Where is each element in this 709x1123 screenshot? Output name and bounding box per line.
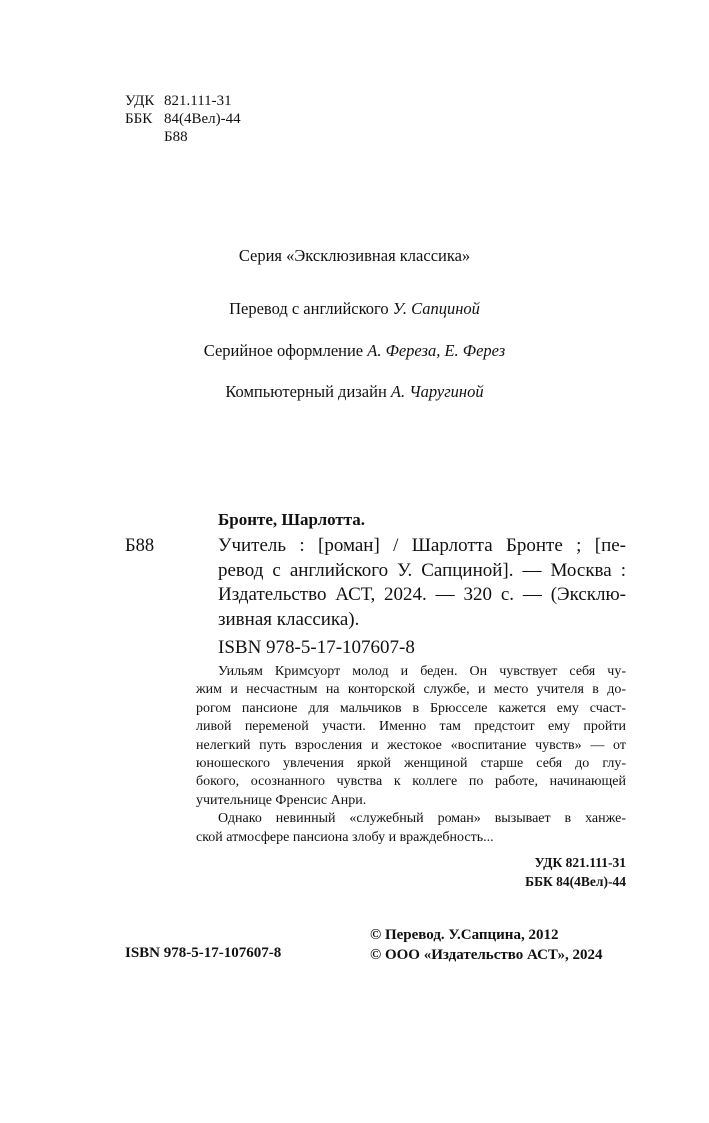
annotation-line: Уильям Кримсуорт молод и беден. Он чувствует себя чу- <box>218 664 626 679</box>
udk-row <box>125 92 241 110</box>
author-mark: Б88 <box>164 129 188 145</box>
footer-codes <box>480 853 626 891</box>
copyright-publisher: © ООО «Издательство АСТ», 2024 <box>370 946 603 963</box>
bbk-label: ББК <box>125 111 153 127</box>
description-line: Учитель : [роман] / Шарлотта Бронте ; [пе- <box>218 535 626 556</box>
bibliographic-description <box>218 534 626 632</box>
annotation-line: жим и несчастным на конторской службе, и место учителя в до- <box>196 682 626 698</box>
description-line: Издательство АСТ, 2024. — 320 с. — (Эксклю- <box>218 584 626 605</box>
designer-names: А. Фереза, Е. Ферез <box>367 341 506 360</box>
footer-udk: УДК 821.111-31 <box>534 855 626 870</box>
annotation-line: ской атмосфере пансиона злобу и враждебность... <box>196 829 494 845</box>
annotation-line: рогом пансионе для мальчиков в Брюсселе кажется ему счаст- <box>196 700 626 716</box>
series-line <box>0 246 709 266</box>
classification-codes <box>125 92 241 146</box>
udk-value: 821.111-31 <box>164 93 232 109</box>
annotation-line: нелегкий путь взросления и жестокое «воспитание чувств» — от <box>196 737 626 753</box>
translator-name: У. Сапциной <box>392 299 480 318</box>
design-line <box>0 341 709 361</box>
computer-design-prefix: Компьютерный дизайн <box>225 382 387 401</box>
bbk-row <box>125 110 241 128</box>
udk-label: УДК <box>125 93 155 109</box>
annotation-line: юношеского увлечения яркой женщиной старше себя до глу- <box>196 756 626 772</box>
footer-bbk: ББК 84(4Вел)-44 <box>525 874 626 889</box>
annotation-line: ливой переменой участи. Именно там предстоит ему пройти <box>196 719 626 735</box>
description-line: ревод с английского У. Сапциной]. — Москва : <box>218 559 626 581</box>
annotation-line: бокого, осознанного чувства к коллеге по работе, начинающей <box>196 774 626 790</box>
computer-designer-name: А. Чаругиной <box>390 382 484 401</box>
bibliographic-code: Б88 <box>125 536 155 556</box>
annotation-line: Однако невинный «служебный роман» вызывает в ханже- <box>218 811 626 827</box>
design-prefix: Серийное оформление <box>203 341 364 360</box>
annotation <box>196 663 626 847</box>
translation-line <box>0 299 709 319</box>
computer-design-line <box>0 382 709 402</box>
series-text: Серия «Эксклюзивная классика» <box>238 246 471 265</box>
author-mark-row <box>125 128 241 146</box>
description-line: зивная классика). <box>218 608 360 630</box>
translation-prefix: Перевод с английского <box>229 299 389 318</box>
author-heading: Бронте, Шарлотта. <box>218 510 366 529</box>
footer-isbn: ISBN 978-5-17-107607-8 <box>125 945 282 961</box>
copyright-translation: © Перевод. У.Сапцина, 2012 <box>370 927 559 943</box>
description-isbn: ISBN 978-5-17-107607-8 <box>218 637 415 658</box>
annotation-line: учительнице Френсис Анри. <box>196 792 367 808</box>
copyright-block <box>370 926 603 965</box>
bbk-value: 84(4Вел)-44 <box>164 111 241 127</box>
